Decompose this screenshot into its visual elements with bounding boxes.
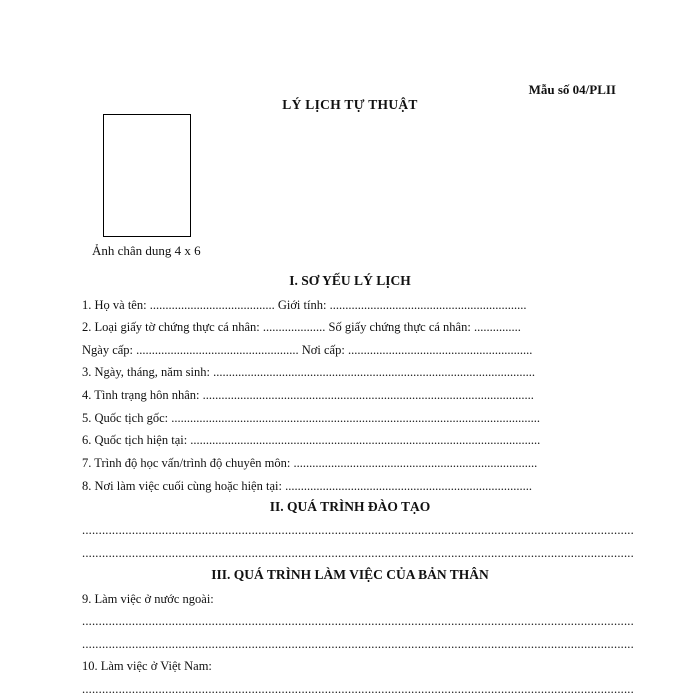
dotted-line: ...................................................................................................................................................................... <box>82 523 634 537</box>
field-original-nationality: 5. Quốc tịch gốc: ...................................................................................................................... <box>82 411 540 425</box>
dotted-line: ...................................................................................................................................................................... <box>82 614 634 628</box>
section-heading-personal: I. SƠ YẾU LÝ LỊCH <box>289 273 411 288</box>
dotted-line: ...................................................................................................................................................................... <box>82 546 634 560</box>
section-heading-work: III. QUÁ TRÌNH LÀM VIỆC CỦA BẢN THÂN <box>211 567 489 582</box>
field-name-gender: 1. Họ và tên: ........................................ Giới tính: ............................................................... <box>82 298 527 312</box>
field-work-vietnam: 10. Làm việc ở Việt Nam: <box>82 659 212 673</box>
dotted-line: ...................................................................................................................................................................... <box>82 637 634 651</box>
field-work-abroad: 9. Làm việc ở nước ngoài: <box>82 592 214 606</box>
field-id-document: 2. Loại giấy tờ chứng thực cá nhân: .................... Số giấy chứng thực cá nhân: ............... <box>82 320 521 334</box>
section-heading-training: II. QUÁ TRÌNH ĐÀO TẠO <box>269 499 431 514</box>
field-issue-date-place: Ngày cấp: .................................................... Nơi cấp: ........................................................... <box>82 343 533 357</box>
field-workplace: 8. Nơi làm việc cuối cùng hoặc hiện tại: ............................................................................... <box>82 479 532 493</box>
field-marital-status: 4. Tình trạng hôn nhân: .......................................................................................................... <box>82 388 534 402</box>
document-title: LÝ LỊCH TỰ THUẬT <box>282 97 418 112</box>
dotted-line: ...................................................................................................................................................................... <box>82 682 634 696</box>
field-current-nationality: 6. Quốc tịch hiện tại: ................................................................................................................ <box>82 433 541 447</box>
photo-placeholder-box <box>103 114 191 237</box>
form-number: Mẫu số 04/PLII <box>528 82 616 97</box>
field-education-level: 7. Trình độ học vấn/trình độ chuyên môn: .............................................................................. <box>82 456 538 470</box>
field-birth-date: 3. Ngày, tháng, năm sinh: ....................................................................................................... <box>82 365 535 379</box>
photo-caption: Ảnh chân dung 4 x 6 <box>92 243 201 258</box>
